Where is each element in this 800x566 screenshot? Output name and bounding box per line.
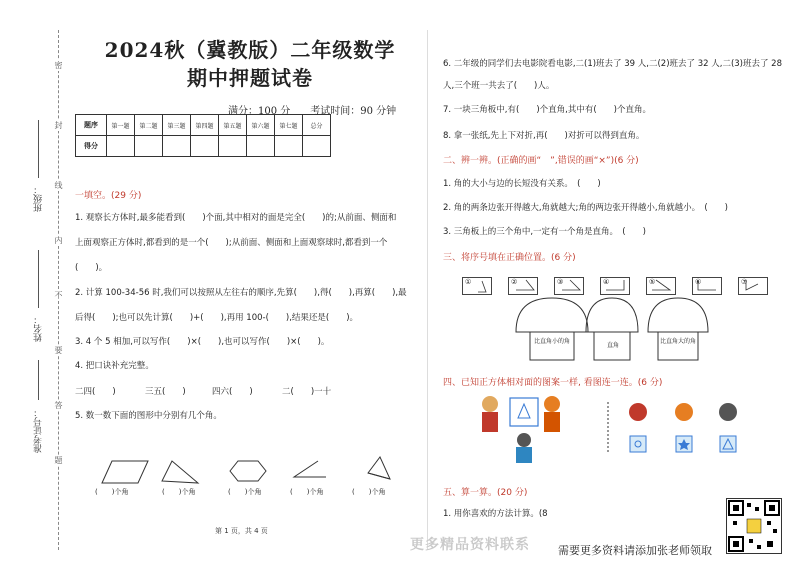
exam-id-label: 准考证号： (34, 408, 44, 453)
angle-number: ⑤ (649, 278, 656, 286)
angle-number: ② (511, 278, 518, 286)
section4-heading: 四、已知正方体相对面的图案一样, 看图连一连。(6 分) (443, 378, 663, 388)
page-number: 第 1 页，共 4 页 (215, 527, 268, 535)
cut-mark: 封 (54, 121, 63, 130)
qr-code-icon (727, 499, 781, 553)
mnemonic-item: 四六( ) (212, 387, 253, 397)
cut-mark: 要 (54, 346, 63, 355)
question-2a: 2. 计算 100-34-56 时,我们可以按照从左往右的顺序,先算( ),得( ),再算( ),最 (75, 288, 407, 298)
cut-mark: 内 (54, 236, 63, 245)
score-table (75, 114, 331, 157)
angle-count-label: ( )个角 (352, 488, 386, 496)
mushroom-domes (512, 292, 712, 362)
question-1b: 上面观察正方体时,都看到的是一个( );从前面、侧面和上面观察球时,都看到一个 (75, 238, 388, 248)
cube-matching-illustration (470, 392, 770, 464)
title-line1: 2024秋（冀教版）二年级数学 (104, 38, 396, 62)
column-header: 总分 (303, 115, 331, 136)
judge-3: 3. 三角板上的三个角中,一定有一个角是直角。 ( ) (443, 227, 646, 237)
section3-heading: 三、将序号填在正确位置。(6 分) (443, 253, 576, 263)
qr-code[interactable] (726, 498, 782, 554)
column-header: 第一题 (107, 115, 135, 136)
angle-shapes (90, 455, 400, 487)
dome-label: 比直角小的角 (533, 338, 570, 345)
question-1c: ( )。 (75, 263, 108, 273)
ad-text: 需要更多资料请添加张老师领取 (558, 544, 712, 557)
question-6a: 6. 二年级的同学们去电影院看电影,二(1)班去了 39 人,二(2)班去了 32 人,二(3)班去了 28 (443, 59, 782, 69)
class-line (38, 120, 39, 178)
angle-shape (294, 461, 326, 477)
class-label: 班级： (34, 185, 44, 212)
angle-count-label: ( )个角 (228, 488, 262, 496)
angle-count-label: ( )个角 (290, 488, 324, 496)
triangle-shape (162, 461, 198, 483)
score-cell[interactable] (135, 136, 163, 157)
cut-mark: 密 (54, 61, 63, 70)
exam-info: 满分：100 分 考试时间：90 分钟 (228, 106, 397, 117)
question-2b: 后得( );也可以先计算( )+( ),再用 100-( ),结果还是( )。 (75, 313, 359, 323)
column-header: 第二题 (135, 115, 163, 136)
dome-shape (516, 298, 588, 332)
column-header: 第七题 (275, 115, 303, 136)
dome-label: 比直角大的角 (659, 338, 696, 345)
cut-mark: 线 (54, 181, 63, 190)
angle-number: ③ (557, 278, 564, 286)
question-4: 4. 把口诀补充完整。 (75, 361, 154, 371)
angle-number: ① (465, 278, 472, 286)
name-line (38, 250, 39, 308)
section5-question-1: 1. 用你喜欢的方法计算。(8 (443, 509, 548, 519)
angle-number: ④ (603, 278, 610, 286)
score-cell[interactable] (163, 136, 191, 157)
judge-1: 1. 角的大小与边的长短没有关系。 ( ) (443, 179, 601, 189)
dome-label: 直角 (606, 342, 619, 349)
row-label: 得分 (76, 136, 107, 157)
binding-margin (0, 0, 63, 566)
mnemonic-item: 三五( ) (145, 387, 186, 397)
column-divider (427, 30, 428, 550)
dome-shape (648, 298, 708, 332)
angle-number: ⑥ (695, 278, 702, 286)
score-cell[interactable] (275, 136, 303, 157)
mnemonic-item: 二四( ) (75, 387, 116, 397)
name-label: 姓名： (34, 315, 44, 342)
column-header: 第六题 (247, 115, 275, 136)
column-header: 第三题 (163, 115, 191, 136)
question-7: 7. 一块三角板中,有( )个直角,其中有( )个直角。 (443, 105, 651, 115)
cut-mark: 题 (54, 456, 63, 465)
score-cell[interactable] (107, 136, 135, 157)
section2-heading: 二、辨一辨。(正确的画“ ”,错误的画“×”)(6 分) (443, 156, 639, 166)
judge-2: 2. 角的两条边张开得越大,角就越大;角的两边张开得越小,角就越小。 ( ) (443, 203, 728, 213)
section1-heading: 一填空。(29 分) (75, 191, 142, 201)
score-cell[interactable] (191, 136, 219, 157)
exam-id-line (38, 360, 39, 400)
score-cell[interactable] (247, 136, 275, 157)
angle-number: ⑦ (741, 278, 748, 286)
column-header: 第四题 (191, 115, 219, 136)
parallelogram-shape (102, 461, 148, 483)
question-8: 8. 拿一张纸,先上下对折,再( )对折可以得到直角。 (443, 131, 645, 141)
title-line2: 期中押题试卷 (187, 66, 313, 90)
watermark-text: 更多精品资料联系 (410, 537, 530, 553)
score-cell[interactable] (219, 136, 247, 157)
dome-shape (586, 298, 638, 332)
column-header: 第五题 (219, 115, 247, 136)
question-1a: 1. 观察长方体时,最多能看到( )个面,其中相对的面是完全( )的;从前面、侧面和 (75, 213, 397, 223)
section5-heading: 五、算一算。(20 分) (443, 488, 528, 498)
question-6b: 人,三个班一共去了( )人。 (443, 81, 555, 91)
cut-mark: 不 (54, 291, 63, 300)
row-label: 题序 (76, 115, 107, 136)
cube-shape (510, 398, 538, 426)
cut-mark: 答 (54, 401, 63, 410)
question-5: 5. 数一数下面的图形中分别有几个角。 (75, 411, 222, 421)
hexagon-shape (230, 461, 266, 481)
score-cell[interactable] (303, 136, 331, 157)
question-3: 3. 4 个 5 相加,可以写作( )×( ),也可以写作( )×( )。 (75, 337, 330, 347)
mnemonic-item: 二( )一十 (282, 387, 332, 397)
angle-count-label: ( )个角 (162, 488, 196, 496)
angle-count-label: ( )个角 (95, 488, 129, 496)
